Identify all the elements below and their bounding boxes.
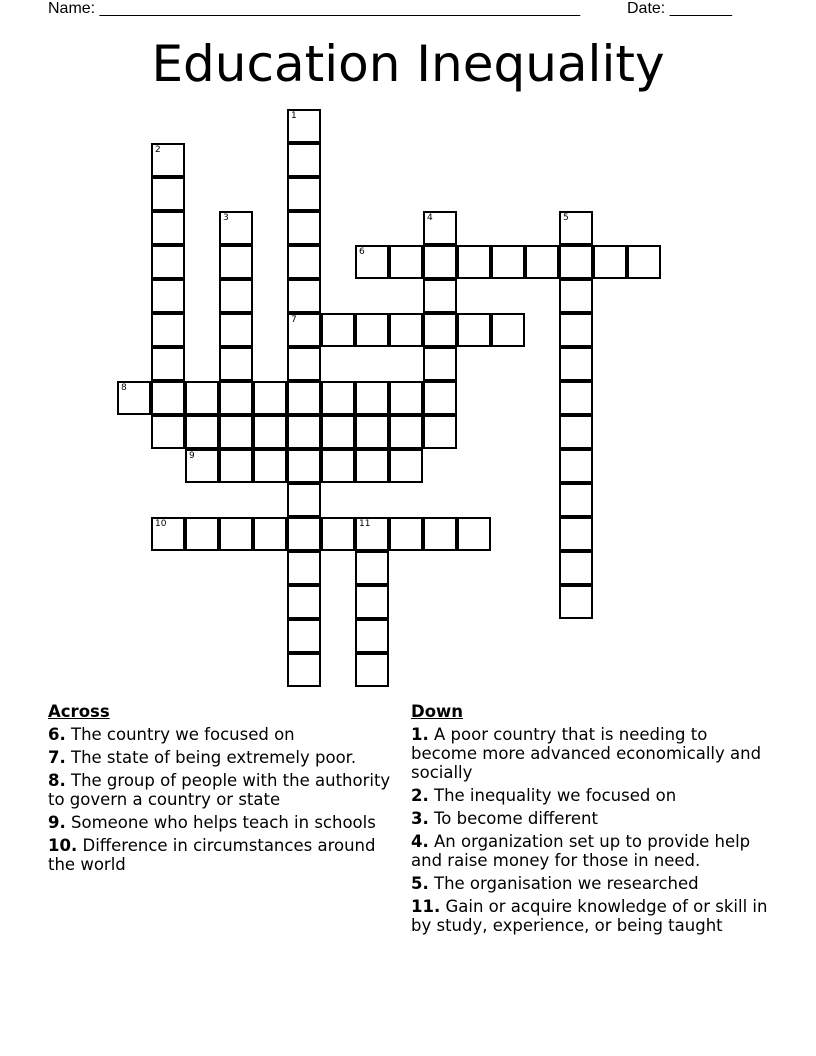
cell-number: 8 <box>121 383 127 393</box>
grid-cell[interactable] <box>559 211 593 245</box>
grid-cell[interactable] <box>287 449 321 483</box>
grid-cell[interactable] <box>253 517 287 551</box>
grid-cell[interactable] <box>389 381 423 415</box>
clue-number: 4. <box>411 832 429 851</box>
grid-cell[interactable] <box>457 245 491 279</box>
grid-cell[interactable] <box>253 449 287 483</box>
clue-number: 3. <box>411 809 429 828</box>
grid-cell[interactable] <box>321 517 355 551</box>
grid-cell[interactable] <box>389 415 423 449</box>
clue-text: The inequality we focused on <box>434 786 677 805</box>
grid-cell[interactable] <box>151 211 185 245</box>
clue-text: The country we focused on <box>71 725 295 744</box>
clue-number: 7. <box>48 748 66 767</box>
down-clues <box>411 702 771 939</box>
grid-cell[interactable] <box>389 449 423 483</box>
grid-cell[interactable] <box>287 313 321 347</box>
grid-cell[interactable] <box>559 381 593 415</box>
grid-cell[interactable] <box>321 381 355 415</box>
across-clues <box>48 702 400 878</box>
clue-number: 8. <box>48 771 66 790</box>
grid-cell[interactable] <box>321 313 355 347</box>
grid-cell[interactable] <box>287 415 321 449</box>
grid-cell[interactable] <box>219 517 253 551</box>
clue-text: Someone who helps teach in schools <box>71 813 376 832</box>
grid-cell[interactable] <box>287 211 321 245</box>
down-heading: Down <box>411 702 464 721</box>
grid-cell[interactable] <box>287 177 321 211</box>
grid-cell[interactable] <box>287 585 321 619</box>
clue-text: Gain or acquire knowledge of or skill in by study, experience, or being taught <box>411 897 768 935</box>
grid-cell[interactable] <box>559 551 593 585</box>
clue-down-4 <box>411 832 771 870</box>
grid-cell[interactable] <box>389 245 423 279</box>
grid-cell[interactable] <box>559 585 593 619</box>
grid-cell[interactable] <box>151 415 185 449</box>
grid-cell[interactable] <box>627 245 661 279</box>
grid-cell[interactable] <box>355 313 389 347</box>
date-field[interactable]: Date: _______ <box>627 0 732 17</box>
page-title: Education Inequality <box>151 35 665 93</box>
cell-number: 11 <box>359 519 371 529</box>
grid-cell[interactable] <box>253 415 287 449</box>
grid-cell[interactable] <box>355 551 389 585</box>
grid-cell[interactable] <box>287 517 321 551</box>
grid-cell[interactable] <box>219 449 253 483</box>
clue-across-6 <box>48 725 400 744</box>
cell-number: 1 <box>291 111 297 121</box>
grid-cell[interactable] <box>287 653 321 687</box>
grid-cell[interactable] <box>321 415 355 449</box>
grid-cell[interactable] <box>559 415 593 449</box>
grid-cell[interactable] <box>559 517 593 551</box>
grid-cell[interactable] <box>219 279 253 313</box>
clue-down-2 <box>411 786 771 805</box>
clue-text: The organisation we researched <box>434 874 699 893</box>
across-heading: Across <box>48 702 110 721</box>
grid-cell[interactable] <box>287 245 321 279</box>
grid-cell[interactable] <box>185 517 219 551</box>
grid-cell[interactable] <box>423 517 457 551</box>
grid-cell[interactable] <box>559 483 593 517</box>
grid-cell[interactable] <box>559 245 593 279</box>
clue-number: 6. <box>48 725 66 744</box>
clue-text: To become different <box>434 809 598 828</box>
grid-cell[interactable] <box>355 381 389 415</box>
clue-down-3 <box>411 809 771 828</box>
grid-cell[interactable] <box>219 211 253 245</box>
cell-number: 6 <box>359 247 365 257</box>
grid-cell[interactable] <box>287 347 321 381</box>
name-field[interactable]: Name: ______________________________________________________ <box>48 0 581 17</box>
grid-cell[interactable] <box>491 245 525 279</box>
grid-cell[interactable] <box>389 517 423 551</box>
grid-cell[interactable] <box>151 279 185 313</box>
clue-down-11 <box>411 897 771 935</box>
grid-cell[interactable] <box>151 347 185 381</box>
grid-cell[interactable] <box>355 585 389 619</box>
grid-cell[interactable] <box>287 483 321 517</box>
grid-cell[interactable] <box>287 143 321 177</box>
clue-number: 11. <box>411 897 441 916</box>
cell-number: 3 <box>223 213 229 223</box>
grid-cell[interactable] <box>151 143 185 177</box>
grid-cell[interactable] <box>253 381 287 415</box>
clue-number: 10. <box>48 836 78 855</box>
cell-number: 7 <box>291 315 297 325</box>
grid-cell[interactable] <box>117 381 151 415</box>
clue-number: 1. <box>411 725 429 744</box>
clue-across-8 <box>48 771 400 809</box>
grid-cell[interactable] <box>423 211 457 245</box>
grid-cell[interactable] <box>219 381 253 415</box>
clue-text: Difference in circumstances around the world <box>48 836 376 874</box>
grid-cell[interactable] <box>151 177 185 211</box>
grid-cell[interactable] <box>559 347 593 381</box>
cell-number: 9 <box>189 451 195 461</box>
grid-cell[interactable] <box>219 347 253 381</box>
grid-cell[interactable] <box>491 313 525 347</box>
clue-number: 9. <box>48 813 66 832</box>
clue-down-5 <box>411 874 771 893</box>
grid-cell[interactable] <box>287 381 321 415</box>
grid-cell[interactable] <box>559 279 593 313</box>
clue-number: 5. <box>411 874 429 893</box>
grid-cell[interactable] <box>185 449 219 483</box>
grid-cell[interactable] <box>355 415 389 449</box>
clue-across-9 <box>48 813 400 832</box>
clue-across-10 <box>48 836 400 874</box>
grid-cell[interactable] <box>593 245 627 279</box>
clue-text: The group of people with the authority to govern a country or state <box>48 771 391 809</box>
grid-cell[interactable] <box>355 245 389 279</box>
grid-cell[interactable] <box>219 245 253 279</box>
grid-cell[interactable] <box>525 245 559 279</box>
clue-number: 2. <box>411 786 429 805</box>
grid-cell[interactable] <box>151 517 185 551</box>
grid-cell[interactable] <box>559 313 593 347</box>
grid-cell[interactable] <box>355 653 389 687</box>
grid-cell[interactable] <box>355 517 389 551</box>
clue-down-1 <box>411 725 771 782</box>
grid-cell[interactable] <box>423 279 457 313</box>
cell-number: 2 <box>155 145 161 155</box>
grid-cell[interactable] <box>185 415 219 449</box>
grid-cell[interactable] <box>287 109 321 143</box>
grid-cell[interactable] <box>423 245 457 279</box>
clue-text: A poor country that is needing to become more advanced economically and socially <box>411 725 762 782</box>
cell-number: 4 <box>427 213 433 223</box>
grid-cell[interactable] <box>423 313 457 347</box>
grid-cell[interactable] <box>457 313 491 347</box>
grid-cell[interactable] <box>287 619 321 653</box>
grid-cell[interactable] <box>219 313 253 347</box>
clue-across-7 <box>48 748 400 767</box>
grid-cell[interactable] <box>151 381 185 415</box>
clue-text: An organization set up to provide help and raise money for those in need. <box>411 832 751 870</box>
cell-number: 5 <box>563 213 569 223</box>
grid-cell[interactable] <box>321 449 355 483</box>
grid-cell[interactable] <box>287 551 321 585</box>
grid-cell[interactable] <box>219 415 253 449</box>
cell-number: 10 <box>155 519 167 529</box>
grid-cell[interactable] <box>151 245 185 279</box>
grid-cell[interactable] <box>423 381 457 415</box>
grid-cell[interactable] <box>423 347 457 381</box>
grid-cell[interactable] <box>457 517 491 551</box>
grid-cell[interactable] <box>287 279 321 313</box>
grid-cell[interactable] <box>355 449 389 483</box>
grid-cell[interactable] <box>355 619 389 653</box>
grid-cell[interactable] <box>423 415 457 449</box>
grid-cell[interactable] <box>559 449 593 483</box>
grid-cell[interactable] <box>151 313 185 347</box>
grid-cell[interactable] <box>389 313 423 347</box>
clue-text: The state of being extremely poor. <box>71 748 357 767</box>
grid-cell[interactable] <box>185 381 219 415</box>
